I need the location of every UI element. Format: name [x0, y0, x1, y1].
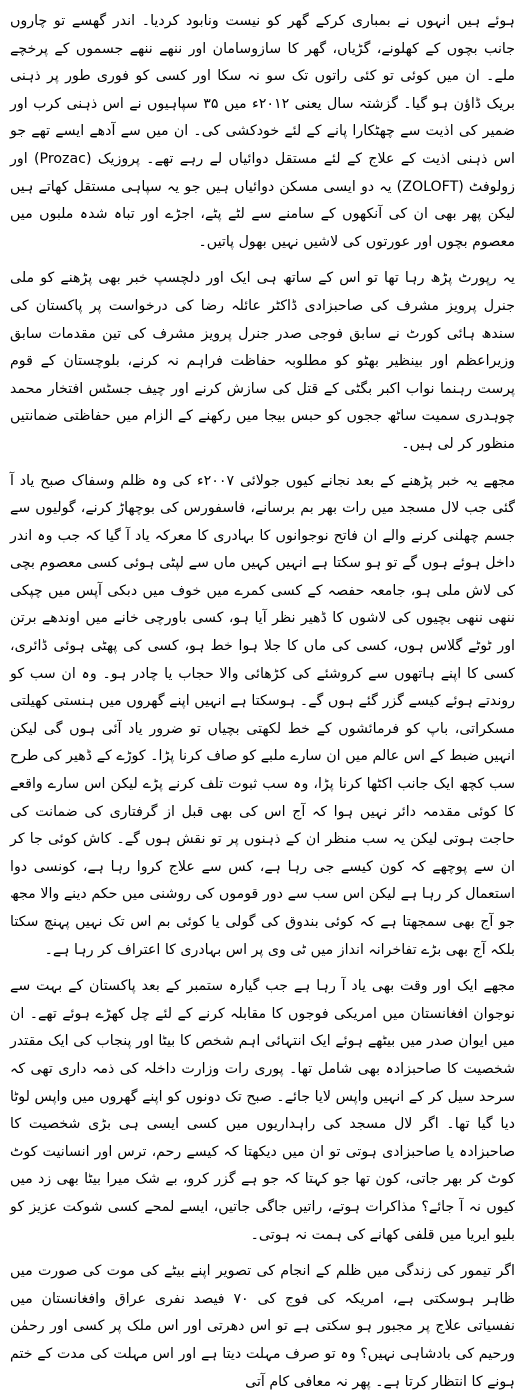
article-paragraph-3: مجھے یہ خبر پڑھنے کے بعد نجانے کیوں جولائی ۲۰۰۷ء کی وہ ظلم وسفاک صبح یاد آ گئی جب لال مسجد میں رات بھر بم برسانے، فاسفورس کی بوچھاڑ کرنے، گولیوں سے جسم چھلنی کرنے والے ان فاتح نوجوانوں کا بہادری کا معرکہ یاد آ گیا کہ جب وہ اندر داخل ہوئے ہوں گے تو ہو سکتا ہے انہیں کہیں ماں سے لپٹی ہوئی کسی معصوم بچی کی لاش ملی ہو، جامعہ حفصہ کے کسی کمرے میں خوف میں دبکی آپس میں چپکی ننھی ننھی بچیوں کی لاشوں کا ڈھیر نظر آیا ہو، کسی باورچی خانے میں اوندھے برتن اور ٹوٹے گلاس ہوں، کسی کی ماں کا جلا ہوا خط ہو، کسی کی پھٹی ہوئی ڈائری، کسی کا اپنے ہاتھوں سے کروشئے کی کڑھائی والا حجاب یا چادر ہو۔ وہ ان سب کو روندتے ہوئے کیسے گزر گئے ہوں گے۔ ہوسکتا ہے انہیں اپنے گھروں میں ہنستی کھیلتی مسکراتی، باپ کو فرمائشوں کے خط لکھتی بچیاں تو ضرور یاد آئی ہوں گی لیکن انہیں ضبط کے اس عالم میں ان سارے ملبے کو صاف کرنا پڑا۔ کوڑے کے ڈھیر کی طرح سب کچھ ایک جانب اکٹھا کرنا پڑا، وہ سب ثبوت تلف کرنے پڑے لیکن اس سارے واقعے کا کوئی مقدمہ دائر نہیں ہوا کہ آج اس کی بھی قبل از گرفتاری کی ضمانت کی حاجت ہوتی لیکن یہ سب منظر ان کے ذہنوں پر تو نقش ہوں گے۔ کاش کوئی جا کر ان سے پوچھے کہ کون کیسے جی رہا ہے، کس سے علاج کروا رہا ہے، کونسی دوا استعمال کر رہا ہے لیکن اس سب سے دور قوموں کی روشنی میں حکم دینے والا مجھ جو آج بھی سمجھتا ہے کہ کوئی بندوق کی گولی یا کوئی بم اس تک نہیں پہنچ سکتا بلکہ آج بھی بڑے تفاخرانہ انداز میں ٹی وی پر اس بہادری کا اعتراف کر رہا ہے۔ [10, 472, 515, 958]
article-paragraph-5: اگر تیمور کی زندگی میں ظلم کے انجام کی تصویر اپنے بیٹے کی موت کی صورت میں ظاہر ہوسکتی ہے، امریکہ کی فوج کی ۷۰ فیصد نفری عراق وافغانستان میں نفسیاتی علاج پر مجبور ہو سکتی ہے تو اس دھرتی اور اس ملک پر کسی اور رحمٰن ورحیم کی بادشاہی نہیں؟ وہ تو صرف مہلت دیتا ہے اور اس مہلت کی مدت کے ختم ہونے کا انتظار کرتا ہے۔ پھر نہ معافی کام آتی [10, 1263, 515, 1390]
article-paragraph-2: یہ رپورٹ پڑھ رہا تھا تو اس کے ساتھ ہی ایک اور دلچسپ خبر بھی پڑھنے کو ملی جنرل پرویز مشرف کی صاحبزادی ڈاکٹر عائلہ رضا کی درخواست پر پاکستان کی سندھ ہائی کورٹ نے سابق فوجی صدر جنرل پرویز مشرف کی تین مقدمات سابق وزیراعظم اور بینظیر بھٹو کو مطلوبہ حفاظت فراہم نہ کرنے، بلوچستان کے قوم پرست رہنما نواب اکبر بگٹی کے قتل کی سازش کرنے اور چیف جسٹس افتخار محمد چوہدری سمیت ساٹھ ججوں کو حبس بیجا میں رکھنے کے الزام میں حفاظتی ضمانتیں منظور کر لی ہیں۔ [10, 270, 515, 452]
article-paragraph-4: مجھے ایک اور وقت بھی یاد آ رہا ہے جب گیارہ ستمبر کے بعد پاکستان کے بہت سے نوجوان افغانستان میں امریکی فوجوں کا مقابلہ کرنے کے لئے چل کھڑے ہوئے تھے۔ ان میں ایوان صدر میں بیٹھے ہوئے ایک انتہائی اہم شخص کا بیٹا اور پنجاب کی ایک مقتدر شخصیت کا صاحبزادہ بھی شامل تھا۔ پوری رات وزارت داخلہ کی ذمہ داری تھی کہ سرحد سیل کر کے انہیں واپس لایا جائے۔ صبح تک دونوں کو اپنے گھروں میں واپس لوٹا دیا گیا تھا۔ اگر لال مسجد کی راہداریوں میں کسی ایسی ہی بڑی شخصیت کا صاحبزادہ یا صاحبزادی ہوتی تو ان میں دیکھتا کہ کیسے رحم، ترس اور انسانیت کوٹ کوٹ کر بھر جاتی، کون تھا جو کہتا کہ جو ہے گزر کرو، بے شک میرا بیٹا بھی زد میں کیوں نہ آ جائے؟ مذاکرات ہوتے، راتیں جاگی جاتیں، ایسے لمحے کسی شوکت عزیز کو بلیو ایریا میں قلفی کھانے کی ہمت نہ ہوتی۔ [10, 978, 515, 1243]
article-paragraph-1: ہوئے ہیں انہوں نے بمباری کرکے گھر کو نیست ونابود کردیا۔ اندر گھسے تو چاروں جانب بچوں کے کھلونے، گڑیاں، گھر کا سازوسامان اور ننھے ننھے جسموں کے پرخچے ملے۔ ان میں کوئی تو کئی راتوں تک سو نہ سکا اور کسی کو فوری طور پر ذہنی بریک ڈاؤن ہو گیا۔ گزشتہ سال یعنی ۲۰۱۲ء میں ۳۵ سپاہیوں نے اس ذہنی کرب اور ضمیر کی اذیت سے چھٹکارا پانے کے لئے خودکشی کی۔ ان میں سے آدھے ایسے تھے جو اس ذہنی اذیت کے علاج کے لئے مستقل دوائیاں لے رہے تھے۔ پروزیک (Prozac) اور زولوفٹ (ZOLOFT) یہ دو ایسی مسکن دوائیاں ہیں جو یہ سپاہی مستقل کھاتے ہیں لیکن پھر بھی ان کی آنکھوں کے سامنے سے لٹے پٹے، اجڑے اور تباہ شدہ ملبوں میں معصوم بچوں اور عورتوں کی لاشیں نہیں بھول پاتیں۔ [10, 13, 516, 250]
